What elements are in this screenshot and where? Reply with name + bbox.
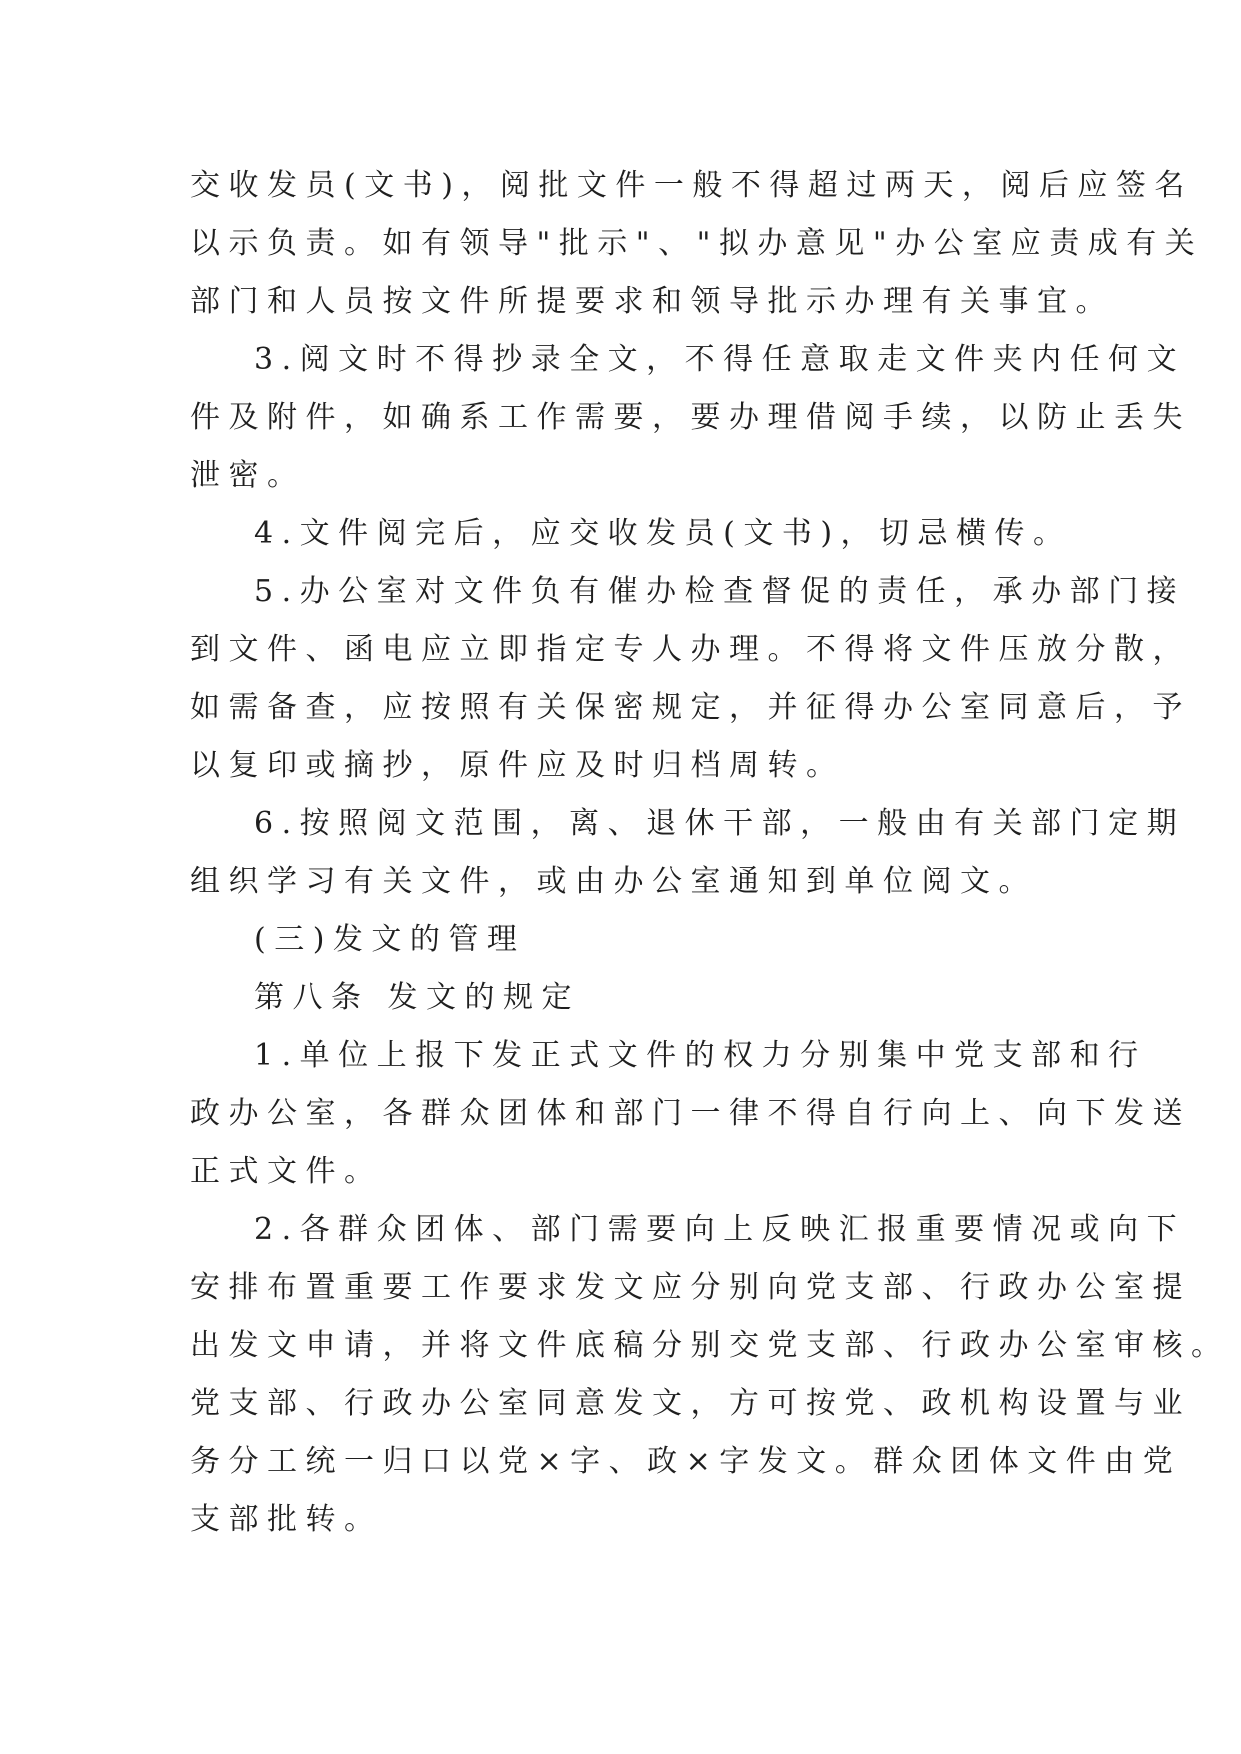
- text-line: 交收发员(文书)，阅批文件一般不得超过两天，阅后应签名: [190, 168, 1193, 203]
- text-line: 部门和人员按文件所提要求和领导批示办理有关事宜。: [190, 284, 1114, 319]
- text-line: 5.办公室对文件负有催办检查督促的责任，承办部门接: [254, 574, 1186, 609]
- section-heading: (三)发文的管理: [254, 922, 526, 957]
- text-line: 组织学习有关文件，或由办公室通知到单位阅文。: [190, 864, 1037, 899]
- text-line: 1.单位上报下发正式文件的权力分别集中党支部和行: [254, 1038, 1147, 1073]
- text-line: 党支部、行政办公室同意发文，方可按党、政机构设置与业: [190, 1386, 1191, 1421]
- text-line: 4.文件阅完后，应交收发员(文书)，切忌横传。: [254, 516, 1072, 551]
- text-line: 政办公室，各群众团体和部门一律不得自行向上、向下发送: [190, 1096, 1191, 1131]
- text-line: 出发文申请，并将文件底稿分别交党支部、行政办公室审核。: [190, 1328, 1230, 1363]
- text-line: 支部批转。: [190, 1502, 383, 1537]
- text-line: 件及附件，如确系工作需要，要办理借阅手续，以防止丢失: [190, 400, 1191, 435]
- article-heading: 第八条 发文的规定: [254, 980, 581, 1015]
- text-line: 以复印或摘抄，原件应及时归档周转。: [190, 748, 845, 783]
- text-line: 正式文件。: [190, 1154, 383, 1189]
- text-line: 安排布置重要工作要求发文应分别向党支部、行政办公室提: [190, 1270, 1191, 1305]
- text-line: 6.按照阅文范围，离、退休干部，一般由有关部门定期: [254, 806, 1186, 841]
- text-line: 泄密。: [190, 458, 306, 493]
- text-line: 2.各群众团体、部门需要向上反映汇报重要情况或向下: [254, 1212, 1186, 1247]
- text-line: 务分工统一归口以党×字、政×字发文。群众团体文件由党: [190, 1444, 1182, 1479]
- text-line: 以示负责。如有领导"批示"、"拟办意见"办公室应责成有关: [190, 226, 1204, 261]
- text-line: 到文件、函电应立即指定专人办理。不得将文件压放分散，: [190, 632, 1191, 667]
- text-line: 3.阅文时不得抄录全文，不得任意取走文件夹内任何文: [254, 342, 1186, 377]
- text-line: 如需备查，应按照有关保密规定，并征得办公室同意后，予: [190, 690, 1191, 725]
